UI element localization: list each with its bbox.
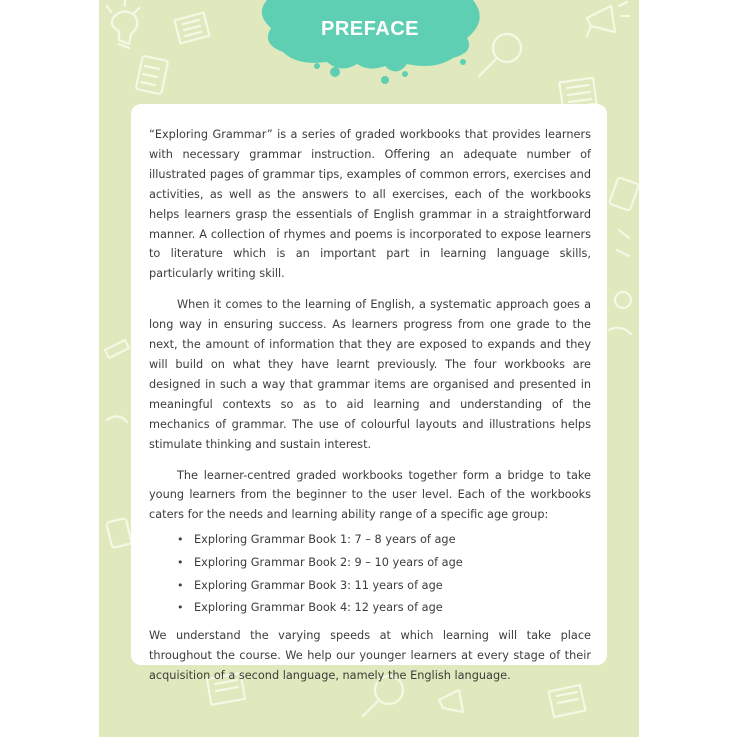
preface-text	[149, 125, 591, 697]
closing-paragraph: We understand the varying speeds at which learning will take place throughout the course. We help our younger learners at every stage of their acquisition of a second language, namely the English language.	[149, 629, 591, 682]
preface-page	[99, 0, 639, 737]
list-item	[149, 575, 591, 598]
bullet-icon: •	[177, 533, 184, 547]
book-3-text: Exploring Grammar Book 3: 11 years of age	[194, 578, 443, 592]
bullet-icon: •	[177, 578, 184, 592]
title-splash-shape	[257, 0, 483, 92]
magnifier-doodle	[479, 34, 521, 76]
bridge-paragraph: The learner-centred graded workbooks together form a bridge to take young learners from the beginner to the user level. Each of the workbooks caters for the needs and learning ability range of a specific age group:	[149, 468, 591, 522]
lightbulb-doodle	[107, 0, 139, 48]
megaphone-doodle	[587, 2, 629, 36]
pencil-doodle	[105, 340, 132, 548]
book-2-text: Exploring Grammar Book 2: 9 – 10 years of age	[194, 555, 463, 569]
list-item	[149, 529, 591, 552]
book-list	[149, 529, 591, 620]
newspaper-doodle	[174, 13, 209, 44]
approach-paragraph: When it comes to the learning of English, a systematic approach goes a long way in ensuring success. As learners progress from one grade to the next, the amount of information that they are exposed to expands and they will build on what they have learnt previously. The four workbooks are designed in such a way that grammar items are organised and presented in meaningful contexts so as to aid learning and understanding of the mechanics of grammar. The use of colourful layouts and illustrations helps stimulate thinking and sustain interest.	[149, 298, 591, 451]
preface-card	[131, 104, 607, 682]
bullet-icon: •	[177, 555, 184, 569]
book-1-text: Exploring Grammar Book 1: 7 – 8 years of age	[194, 533, 456, 547]
list-item	[149, 597, 591, 620]
book-4-text: Exploring Grammar Book 4: 12 years of age	[194, 601, 443, 615]
list-item	[149, 552, 591, 575]
notebook-doodle	[609, 177, 639, 334]
page-title: PREFACE	[321, 18, 419, 40]
intro-paragraph: “Exploring Grammar” is a series of graded workbooks that provides learners with necessary grammar instruction. Offering an adequate number of illustrated pages of grammar tips, examples of common errors, exercises and activities, as well as the answers to all exercises, each of the workbooks helps learners grasp the essentials of English grammar in a straightforward manner. A collection of rhymes and poems is incorporated to expose learners to literature which is an important part in learning language skills, particularly writing skill.	[149, 128, 591, 281]
bullet-icon: •	[177, 601, 184, 615]
notebook-doodle	[136, 56, 169, 95]
